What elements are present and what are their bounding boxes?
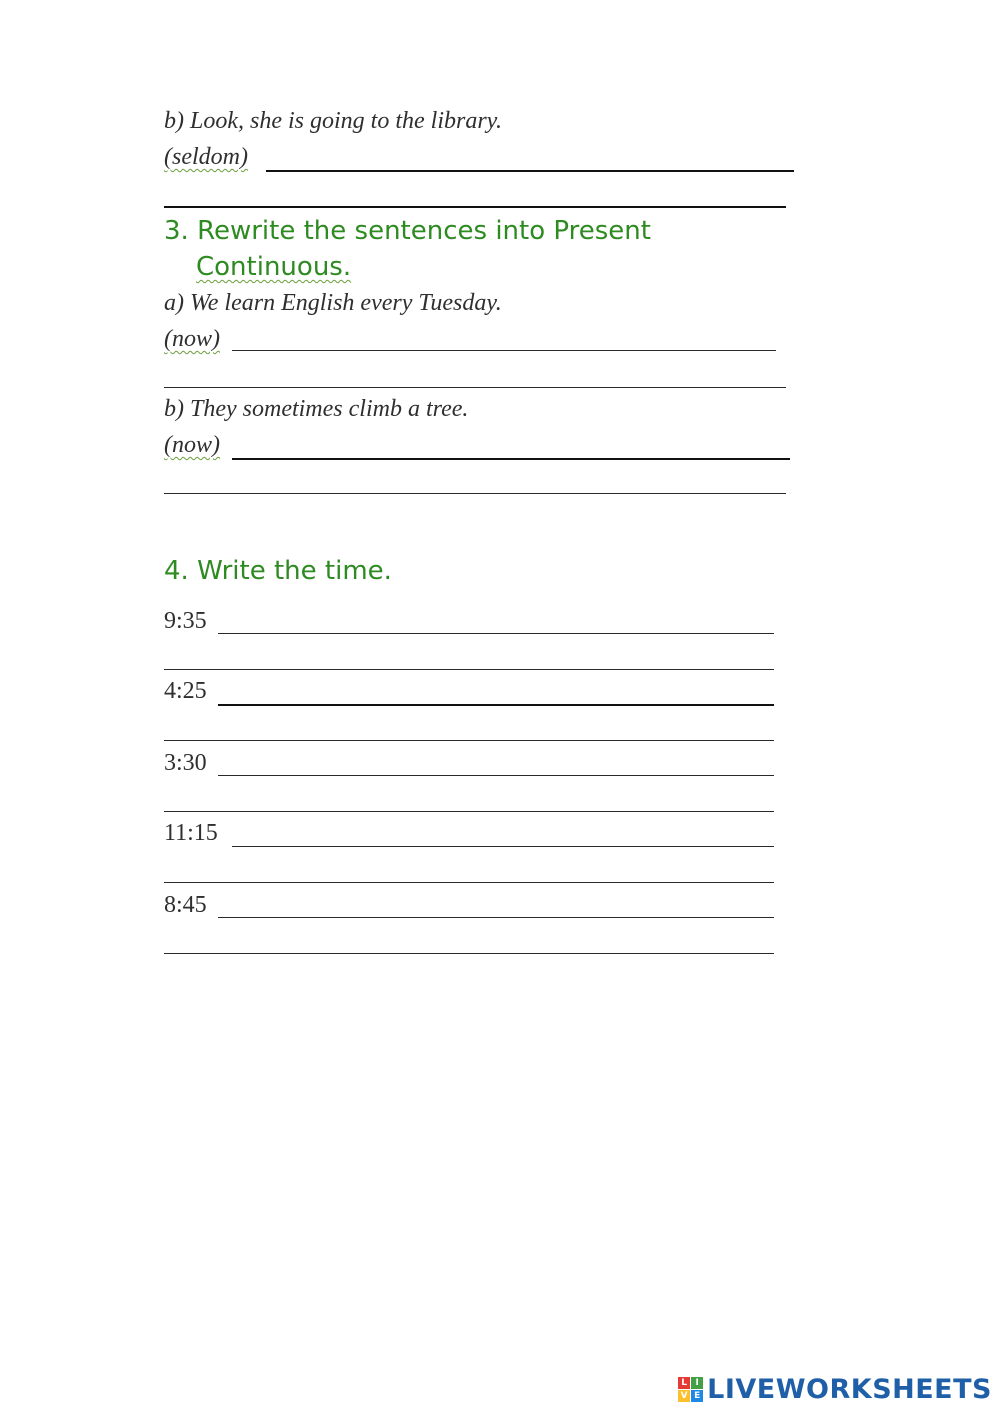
ex3-item-a-sentence: a) We learn English every Tuesday. — [164, 290, 502, 316]
time-answer-line-4b[interactable] — [164, 882, 774, 883]
time-answer-line-2b[interactable] — [164, 740, 774, 741]
time-label-3: 3:30 — [164, 750, 207, 776]
ex3-heading-line-2 — [196, 252, 351, 282]
brand-logo-letter: L — [678, 1377, 690, 1389]
ex3-heading-line-1: 3. Rewrite the sentences into Present — [164, 216, 651, 246]
brand-logo-letter: E — [691, 1390, 703, 1402]
brand-logo-letter: I — [691, 1377, 703, 1389]
time-answer-line-1a[interactable] — [218, 633, 774, 634]
ex2-item-b-cue-text: (seldom) — [164, 144, 248, 170]
ex3-item-a-answer-line-1[interactable] — [232, 350, 776, 351]
time-label-4: 11:15 — [164, 820, 218, 846]
liveworksheets-brand — [678, 1374, 992, 1405]
brand-wordmark: LIVEWORKSHEETS — [707, 1374, 992, 1405]
time-answer-line-4a[interactable] — [232, 846, 774, 847]
ex3-item-a-cue — [164, 326, 220, 353]
brand-logo-icon — [678, 1377, 703, 1402]
time-answer-line-3b[interactable] — [164, 811, 774, 812]
time-answer-line-5b[interactable] — [164, 953, 774, 954]
time-label-2: 4:25 — [164, 678, 207, 704]
ex3-item-a-cue-text: (now) — [164, 326, 220, 352]
time-label-1: 9:35 — [164, 608, 207, 634]
ex3-heading-line-2-text: Continuous. — [196, 252, 352, 282]
ex3-item-b-cue — [164, 432, 220, 459]
ex4-heading: 4. Write the time. — [164, 556, 392, 586]
time-answer-line-1b[interactable] — [164, 669, 774, 670]
time-answer-line-5a[interactable] — [218, 917, 774, 918]
time-answer-line-3a[interactable] — [218, 775, 774, 776]
ex2-item-b-sentence: b) Look, she is going to the library. — [164, 108, 502, 134]
ex3-item-a-answer-line-2[interactable] — [164, 387, 786, 388]
ex3-item-b-sentence: b) They sometimes climb a tree. — [164, 396, 469, 422]
ex3-item-b-cue-text: (now) — [164, 432, 220, 458]
time-answer-line-2a[interactable] — [218, 704, 774, 706]
ex2-item-b-answer-line-1[interactable] — [266, 170, 794, 172]
ex2-item-b-cue — [164, 144, 248, 171]
ex2-item-b-answer-line-2[interactable] — [164, 206, 786, 208]
ex3-item-b-answer-line-2[interactable] — [164, 493, 786, 494]
ex3-item-b-answer-line-1[interactable] — [232, 458, 790, 460]
time-label-5: 8:45 — [164, 892, 207, 918]
brand-logo-letter: V — [678, 1390, 690, 1402]
